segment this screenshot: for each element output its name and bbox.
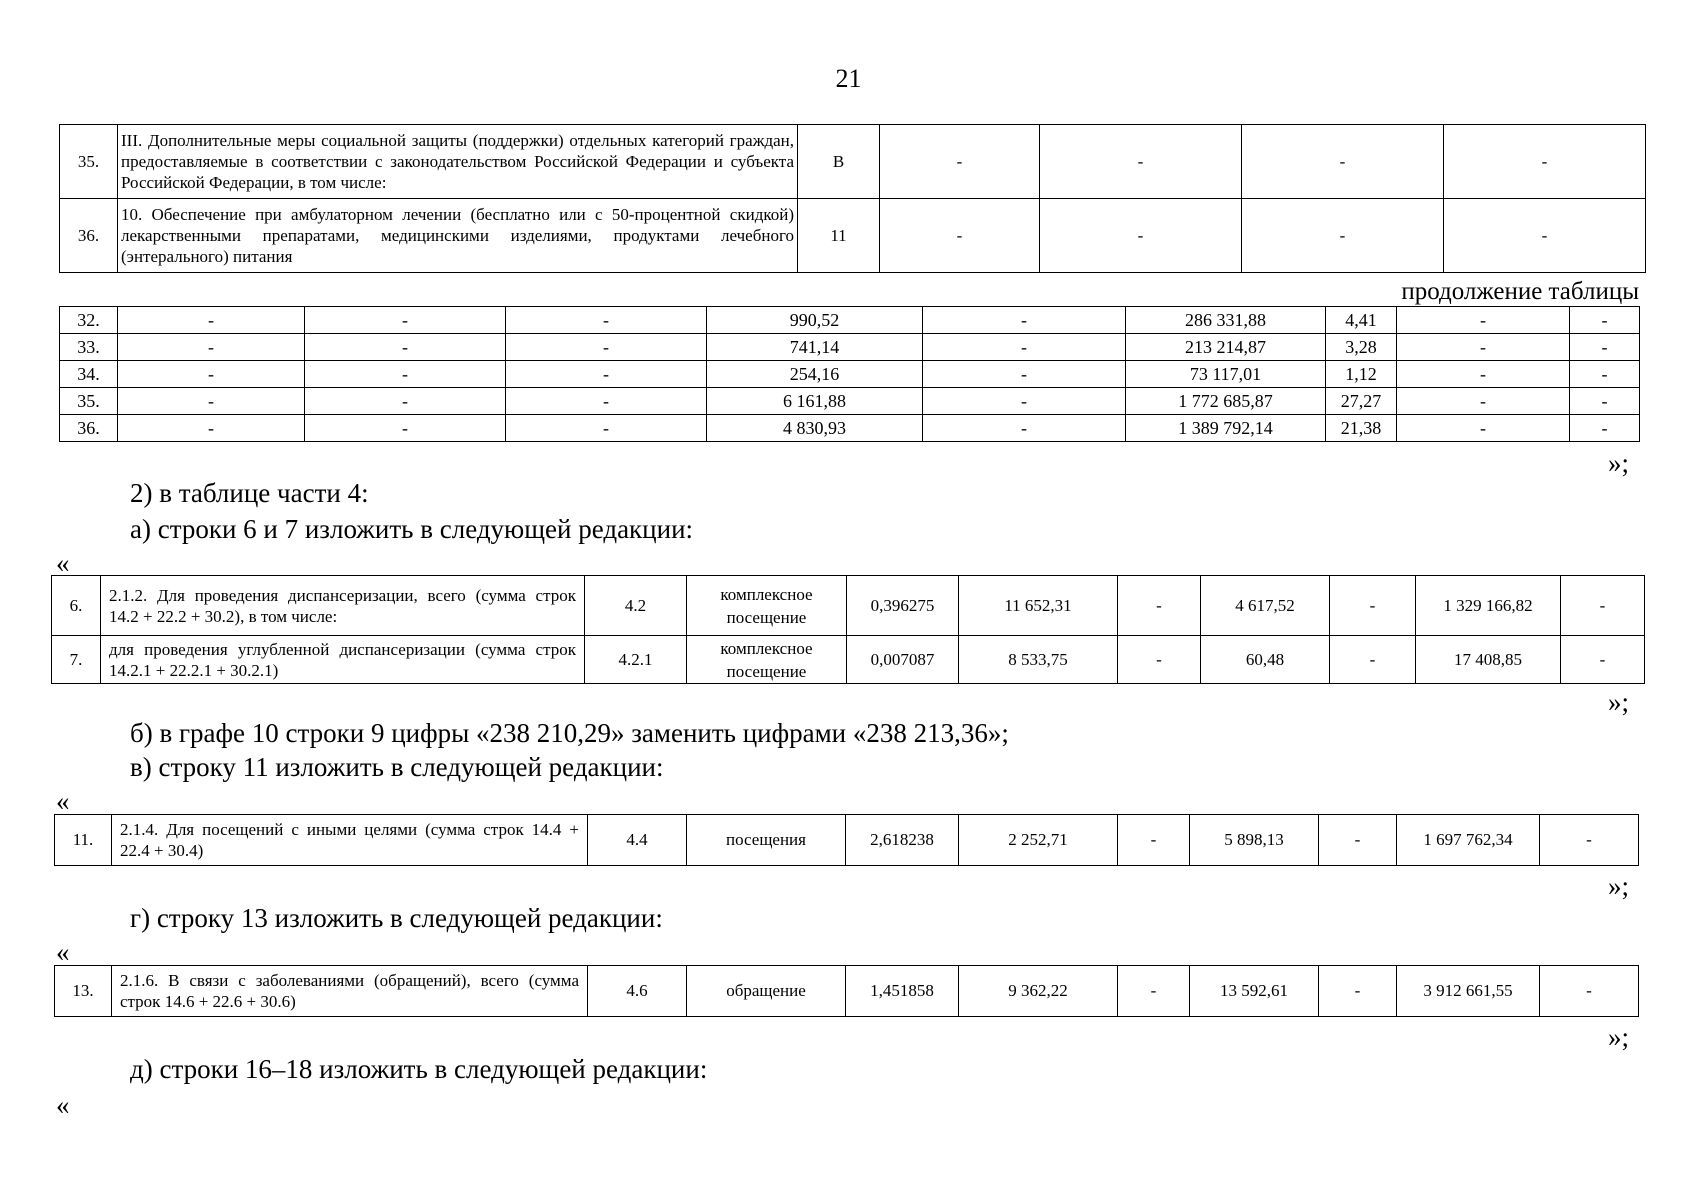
cell: 4.2 <box>585 576 687 636</box>
cell: 32. <box>60 307 118 334</box>
cell: 990,52 <box>707 307 923 334</box>
cell: 2 252,71 <box>959 815 1118 866</box>
cell: - <box>1540 966 1639 1017</box>
paragraph: г) строку 13 изложить в следующей редакции: <box>130 903 663 933</box>
cell: - <box>118 415 305 442</box>
cell: 21,38 <box>1326 415 1397 442</box>
cell: 4.4 <box>588 815 687 866</box>
cell: 213 214,87 <box>1126 334 1326 361</box>
open-quote: « <box>56 786 70 816</box>
cell: - <box>1118 966 1190 1017</box>
row-description: для проведения углубленной диспансеризации (сумма строк 14.2.1 + 22.2.1 + 30.2.1) <box>101 636 585 684</box>
cell: - <box>923 388 1126 415</box>
close-quote: »; <box>1608 871 1630 901</box>
cell: - <box>1319 966 1397 1017</box>
paragraph: 2) в таблице части 4: <box>130 478 369 508</box>
cell: - <box>1242 199 1444 273</box>
paragraph: в) строку 11 изложить в следующей редакции: <box>130 752 664 782</box>
cell: - <box>1561 636 1645 684</box>
paragraph: б) в графе 10 строки 9 цифры «238 210,29» заменить цифрами «238 213,36»; <box>130 718 1009 748</box>
cell: - <box>506 415 707 442</box>
row-number: 35. <box>60 125 118 199</box>
cell: 13 592,61 <box>1190 966 1319 1017</box>
cell: - <box>305 307 506 334</box>
cell: 1 772 685,87 <box>1126 388 1326 415</box>
close-quote: »; <box>1608 1022 1630 1052</box>
cell: - <box>1570 415 1640 442</box>
table-row-11 <box>54 814 1639 866</box>
cell: - <box>1118 636 1201 684</box>
cell: - <box>1570 334 1640 361</box>
close-quote: »; <box>1608 687 1630 717</box>
cell: - <box>506 334 707 361</box>
cell: - <box>1397 361 1570 388</box>
cell: - <box>1570 361 1640 388</box>
cell: - <box>1570 307 1640 334</box>
cell: - <box>880 125 1040 199</box>
cell: 2,618238 <box>846 815 959 866</box>
cell: - <box>118 307 305 334</box>
table-continuation <box>59 306 1640 442</box>
cell: 17 408,85 <box>1416 636 1561 684</box>
cell: 0,396275 <box>847 576 959 636</box>
cell: 35. <box>60 388 118 415</box>
cell: 13. <box>55 966 112 1017</box>
cell: 7. <box>52 636 101 684</box>
cell: 4,41 <box>1326 307 1397 334</box>
cell: 0,007087 <box>847 636 959 684</box>
cell: - <box>880 199 1040 273</box>
cell: 1 389 792,14 <box>1126 415 1326 442</box>
paragraph: а) строки 6 и 7 изложить в следующей редакции: <box>130 514 694 544</box>
cell: - <box>1040 199 1242 273</box>
cell: 11 652,31 <box>959 576 1118 636</box>
cell: 11. <box>55 815 112 866</box>
cell: 6 161,88 <box>707 388 923 415</box>
cell: - <box>1397 388 1570 415</box>
cell: комплексное посещение <box>687 576 847 636</box>
cell: - <box>506 307 707 334</box>
table-row-13 <box>54 965 1639 1017</box>
cell: 8 533,75 <box>959 636 1118 684</box>
cell: 741,14 <box>707 334 923 361</box>
cell: - <box>1319 815 1397 866</box>
table-row <box>60 388 1640 415</box>
table-row <box>60 199 1646 273</box>
cell: 3,28 <box>1326 334 1397 361</box>
row-description: 2.1.6. В связи с заболеваниями (обращений), всего (сумма строк 14.6 + 22.6 + 30.6) <box>112 966 588 1017</box>
cell: - <box>1444 125 1646 199</box>
cell: - <box>1397 307 1570 334</box>
cell: - <box>1330 636 1416 684</box>
cell: 73 117,01 <box>1126 361 1326 388</box>
cell: 36. <box>60 415 118 442</box>
table-row <box>52 576 1645 636</box>
cell: - <box>1444 199 1646 273</box>
cell: - <box>923 415 1126 442</box>
cell: 60,48 <box>1201 636 1330 684</box>
row-description: III. Дополнительные меры социальной защиты (поддержки) отдельных категорий граждан, предоставляемые в соответствии с законодательством Российской Федерации и субъекта Российской Федерации, в том числе: <box>118 125 798 199</box>
cell: 6. <box>52 576 101 636</box>
close-quote: »; <box>1608 448 1630 478</box>
cell: 27,27 <box>1326 388 1397 415</box>
cell: - <box>118 361 305 388</box>
cell: - <box>305 415 506 442</box>
cell: обращение <box>687 966 846 1017</box>
cell: - <box>923 361 1126 388</box>
cell: 5 898,13 <box>1190 815 1319 866</box>
cell: 1,451858 <box>846 966 959 1017</box>
cell: - <box>1561 576 1645 636</box>
cell: 9 362,22 <box>959 966 1118 1017</box>
table-row <box>60 334 1640 361</box>
table-row <box>60 361 1640 388</box>
cell: - <box>1397 415 1570 442</box>
cell: - <box>923 307 1126 334</box>
cell: 1 329 166,82 <box>1416 576 1561 636</box>
open-quote: « <box>56 1090 70 1120</box>
cell: 286 331,88 <box>1126 307 1326 334</box>
table-row <box>60 307 1640 334</box>
table-row <box>60 125 1646 199</box>
table-rows-6-7 <box>51 575 1645 684</box>
cell: 3 912 661,55 <box>1397 966 1540 1017</box>
cell: - <box>118 334 305 361</box>
cell: 4 830,93 <box>707 415 923 442</box>
cell: - <box>1118 815 1190 866</box>
row-number: 36. <box>60 199 118 273</box>
paragraph: д) строки 16–18 изложить в следующей редакции: <box>130 1054 708 1084</box>
cell: - <box>305 334 506 361</box>
row-description: 2.1.4. Для посещений с иными целями (сумма строк 14.4 + 22.4 + 30.4) <box>112 815 588 866</box>
cell: - <box>923 334 1126 361</box>
table-row <box>55 815 1639 866</box>
row-description: 10. Обеспечение при амбулаторном лечении (бесплатно или с 50-процентной скидкой) лекарственными препаратами, медицинскими изделиями, продуктами лечебного (энтерального) питания <box>118 199 798 273</box>
table-social-support <box>59 124 1646 273</box>
cell: - <box>1570 388 1640 415</box>
table-row <box>52 636 1645 684</box>
continuation-label: продолжение таблицы <box>1401 278 1639 305</box>
cell: - <box>1040 125 1242 199</box>
cell: - <box>305 361 506 388</box>
cell: 4 617,52 <box>1201 576 1330 636</box>
cell: 1 697 762,34 <box>1397 815 1540 866</box>
cell: - <box>1118 576 1201 636</box>
open-quote: « <box>56 548 70 578</box>
row-description: 2.1.2. Для проведения диспансеризации, всего (сумма строк 14.2 + 22.2 + 30.2), в том числе: <box>101 576 585 636</box>
row-code: 11 <box>798 199 880 273</box>
cell: - <box>506 361 707 388</box>
cell: - <box>506 388 707 415</box>
cell: - <box>305 388 506 415</box>
table-row <box>60 415 1640 442</box>
cell: посещения <box>687 815 846 866</box>
page-number: 21 <box>835 64 862 93</box>
cell: - <box>1540 815 1639 866</box>
cell: - <box>1330 576 1416 636</box>
cell: 1,12 <box>1326 361 1397 388</box>
cell: 254,16 <box>707 361 923 388</box>
table-row <box>55 966 1639 1017</box>
cell: - <box>118 388 305 415</box>
cell: - <box>1397 334 1570 361</box>
cell: 4.6 <box>588 966 687 1017</box>
open-quote: « <box>56 937 70 967</box>
cell: - <box>1242 125 1444 199</box>
cell: 4.2.1 <box>585 636 687 684</box>
cell: комплексное посещение <box>687 636 847 684</box>
cell: 33. <box>60 334 118 361</box>
row-code: В <box>798 125 880 199</box>
cell: 34. <box>60 361 118 388</box>
